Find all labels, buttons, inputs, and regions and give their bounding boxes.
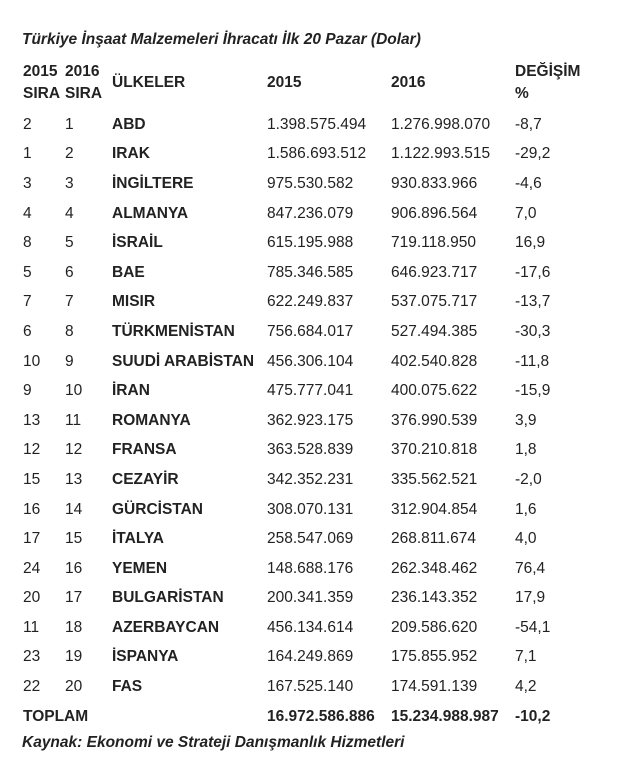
rank-2016-cell: 7	[65, 293, 74, 311]
value-2016-cell: 402.540.828	[391, 352, 478, 370]
value-2016-cell: 209.586.620	[391, 618, 478, 636]
table-row	[0, 524, 600, 554]
change-cell: 1,6	[515, 500, 537, 518]
value-2015-cell: 847.236.079	[267, 204, 354, 222]
rank-2016-cell: 2	[65, 145, 74, 163]
total-value-2016: 15.234.988.987	[391, 707, 499, 725]
country-cell: İRAN	[112, 382, 150, 400]
rank-2016-cell: 5	[65, 234, 74, 252]
table-row	[0, 554, 600, 584]
value-2016-cell: 1.122.993.515	[391, 145, 491, 163]
value-2016-cell: 527.494.385	[391, 322, 478, 340]
value-2015-cell: 785.346.585	[267, 263, 354, 281]
value-2016-cell: 175.855.952	[391, 648, 478, 666]
change-cell: 17,9	[515, 589, 546, 607]
value-2015-cell: 308.070.131	[267, 500, 354, 518]
header-rank-2015-label: SIRA	[23, 85, 61, 102]
value-2016-cell: 376.990.539	[391, 411, 478, 429]
header-countries: ÜLKELER	[112, 74, 186, 91]
country-cell: BULGARİSTAN	[112, 589, 224, 607]
country-cell: IRAK	[112, 145, 150, 163]
header-rank-2015-year: 2015	[23, 63, 58, 80]
rank-2015-cell: 17	[23, 530, 41, 548]
header-value-2016: 2016	[391, 74, 426, 91]
change-cell: 4,0	[515, 530, 537, 548]
header-rank-2016	[65, 56, 112, 110]
country-cell: GÜRCİSTAN	[112, 500, 203, 518]
source-note: Kaynak: Ekonomi ve Strateji Danışmanlık Hizmetleri	[22, 734, 405, 751]
table-row	[0, 672, 600, 702]
value-2016-cell: 370.210.818	[391, 441, 478, 459]
table-row	[0, 613, 600, 643]
table-row	[0, 347, 600, 377]
rank-2015-cell: 24	[23, 559, 41, 577]
table-row	[0, 376, 600, 406]
table-row	[0, 584, 600, 614]
change-cell: 1,8	[515, 441, 537, 459]
country-cell: İSRAİL	[112, 234, 163, 252]
value-2015-cell: 1.398.575.494	[267, 115, 367, 133]
change-cell: 4,2	[515, 678, 537, 696]
country-cell: İSPANYA	[112, 648, 179, 666]
country-cell: ALMANYA	[112, 204, 189, 222]
country-cell: FRANSA	[112, 441, 177, 459]
rank-2015-cell: 23	[23, 648, 41, 666]
change-cell: -13,7	[515, 293, 551, 311]
table-row	[0, 228, 600, 258]
table-row	[0, 140, 600, 170]
rank-2016-cell: 6	[65, 263, 74, 281]
rank-2015-cell: 8	[23, 234, 32, 252]
rank-2016-cell: 10	[65, 382, 83, 400]
change-cell: 7,0	[515, 204, 537, 222]
change-cell: -8,7	[515, 115, 542, 133]
value-2015-cell: 167.525.140	[267, 678, 354, 696]
total-value-2015: 16.972.586.886	[267, 707, 375, 725]
export-table	[0, 56, 600, 732]
rank-2015-cell: 12	[23, 441, 41, 459]
total-row	[0, 702, 600, 732]
value-2015-cell: 258.547.069	[267, 530, 354, 548]
change-cell: -29,2	[515, 145, 551, 163]
value-2015-cell: 975.530.582	[267, 174, 354, 192]
rank-2016-cell: 12	[65, 441, 83, 459]
rank-2015-cell: 20	[23, 589, 41, 607]
value-2015-cell: 622.249.837	[267, 293, 354, 311]
country-cell: FAS	[112, 678, 143, 696]
change-cell: -11,8	[515, 352, 550, 370]
rank-2015-cell: 13	[23, 411, 41, 429]
change-cell: -4,6	[515, 174, 542, 192]
table-row	[0, 169, 600, 199]
rank-2016-cell: 9	[65, 352, 74, 370]
value-2016-cell: 930.833.966	[391, 174, 478, 192]
table-row	[0, 406, 600, 436]
rank-2016-cell: 4	[65, 204, 74, 222]
rank-2016-cell: 18	[65, 618, 83, 636]
rank-2015-cell: 2	[23, 115, 32, 133]
table-row	[0, 436, 600, 466]
country-cell: MISIR	[112, 293, 156, 311]
header-change	[515, 56, 600, 110]
rank-2015-cell: 9	[23, 382, 32, 400]
rank-2016-cell: 13	[65, 470, 83, 488]
value-2016-cell: 646.923.717	[391, 263, 478, 281]
table-row	[0, 465, 600, 495]
rank-2015-cell: 7	[23, 293, 32, 311]
table-header	[0, 56, 600, 110]
value-2015-cell: 456.306.104	[267, 352, 354, 370]
rank-2015-cell: 6	[23, 322, 32, 340]
value-2016-cell: 268.811.674	[391, 530, 477, 548]
rank-2015-cell: 3	[23, 174, 32, 192]
value-2015-cell: 1.586.693.512	[267, 145, 367, 163]
value-2016-cell: 335.562.521	[391, 470, 478, 488]
country-cell: ABD	[112, 115, 146, 133]
header-change-label: DEĞİŞİM	[515, 63, 581, 80]
rank-2015-cell: 16	[23, 500, 41, 518]
table-row	[0, 495, 600, 525]
rank-2016-cell: 1	[65, 115, 74, 133]
table-body	[0, 110, 600, 702]
table-footer	[0, 702, 600, 732]
country-cell: ROMANYA	[112, 411, 191, 429]
country-cell: AZERBAYCAN	[112, 618, 220, 636]
header-rank-2015	[0, 56, 65, 110]
value-2016-cell: 262.348.462	[391, 559, 478, 577]
country-cell: BAE	[112, 263, 145, 281]
rank-2016-cell: 8	[65, 322, 74, 340]
value-2015-cell: 362.923.175	[267, 411, 354, 429]
table-row	[0, 317, 600, 347]
value-2016-cell: 537.075.717	[391, 293, 478, 311]
value-2016-cell: 1.276.998.070	[391, 115, 491, 133]
country-cell: TÜRKMENİSTAN	[112, 322, 235, 340]
value-2016-cell: 906.896.564	[391, 204, 478, 222]
country-cell: İTALYA	[112, 530, 164, 548]
rank-2016-cell: 3	[65, 174, 74, 192]
rank-2016-cell: 16	[65, 559, 83, 577]
rank-2016-cell: 20	[65, 678, 83, 696]
value-2015-cell: 456.134.614	[267, 618, 354, 636]
table-row	[0, 258, 600, 288]
header-rank-2016-label: SIRA	[65, 85, 103, 102]
value-2015-cell: 756.684.017	[267, 322, 354, 340]
table-row	[0, 288, 600, 318]
rank-2016-cell: 11	[65, 411, 82, 429]
value-2015-cell: 164.249.869	[267, 648, 354, 666]
table-row	[0, 199, 600, 229]
change-cell: -30,3	[515, 322, 551, 340]
rank-2015-cell: 4	[23, 204, 32, 222]
value-2016-cell: 236.143.352	[391, 589, 478, 607]
change-cell: 16,9	[515, 234, 546, 252]
value-2015-cell: 200.341.359	[267, 589, 354, 607]
table-row	[0, 643, 600, 673]
value-2015-cell: 615.195.988	[267, 234, 354, 252]
total-change: -10,2	[515, 707, 551, 725]
country-cell: CEZAYİR	[112, 470, 179, 488]
header-change-unit: %	[515, 85, 529, 102]
rank-2016-cell: 19	[65, 648, 83, 666]
rank-2015-cell: 11	[23, 618, 40, 636]
table-title: Türkiye İnşaat Malzemeleri İhracatı İlk 20 Pazar (Dolar)	[22, 31, 421, 48]
rank-2015-cell: 10	[23, 352, 41, 370]
value-2016-cell: 400.075.622	[391, 382, 478, 400]
change-cell: -54,1	[515, 618, 551, 636]
rank-2015-cell: 1	[23, 145, 32, 163]
value-2015-cell: 475.777.041	[267, 382, 354, 400]
change-cell: 76,4	[515, 559, 546, 577]
rank-2015-cell: 15	[23, 470, 41, 488]
header-value-2015: 2015	[267, 74, 302, 91]
value-2015-cell: 148.688.176	[267, 559, 354, 577]
rank-2016-cell: 15	[65, 530, 83, 548]
country-cell: YEMEN	[112, 559, 168, 577]
value-2015-cell: 342.352.231	[267, 470, 354, 488]
total-label: TOPLAM	[23, 707, 89, 725]
change-cell: -17,6	[515, 263, 551, 281]
change-cell: -2,0	[515, 470, 542, 488]
change-cell: 7,1	[515, 648, 537, 666]
rank-2015-cell: 5	[23, 263, 32, 281]
value-2016-cell: 174.591.139	[391, 678, 478, 696]
country-cell: İNGİLTERE	[112, 174, 194, 192]
country-cell: SUUDİ ARABİSTAN	[112, 352, 255, 370]
rank-2016-cell: 14	[65, 500, 83, 518]
change-cell: 3,9	[515, 411, 537, 429]
rank-2015-cell: 22	[23, 678, 41, 696]
value-2016-cell: 719.118.950	[391, 234, 477, 252]
change-cell: -15,9	[515, 382, 551, 400]
header-rank-2016-year: 2016	[65, 63, 100, 80]
header-row	[0, 56, 600, 110]
rank-2016-cell: 17	[65, 589, 83, 607]
table-row	[0, 110, 600, 140]
value-2015-cell: 363.528.839	[267, 441, 354, 459]
value-2016-cell: 312.904.854	[391, 500, 478, 518]
